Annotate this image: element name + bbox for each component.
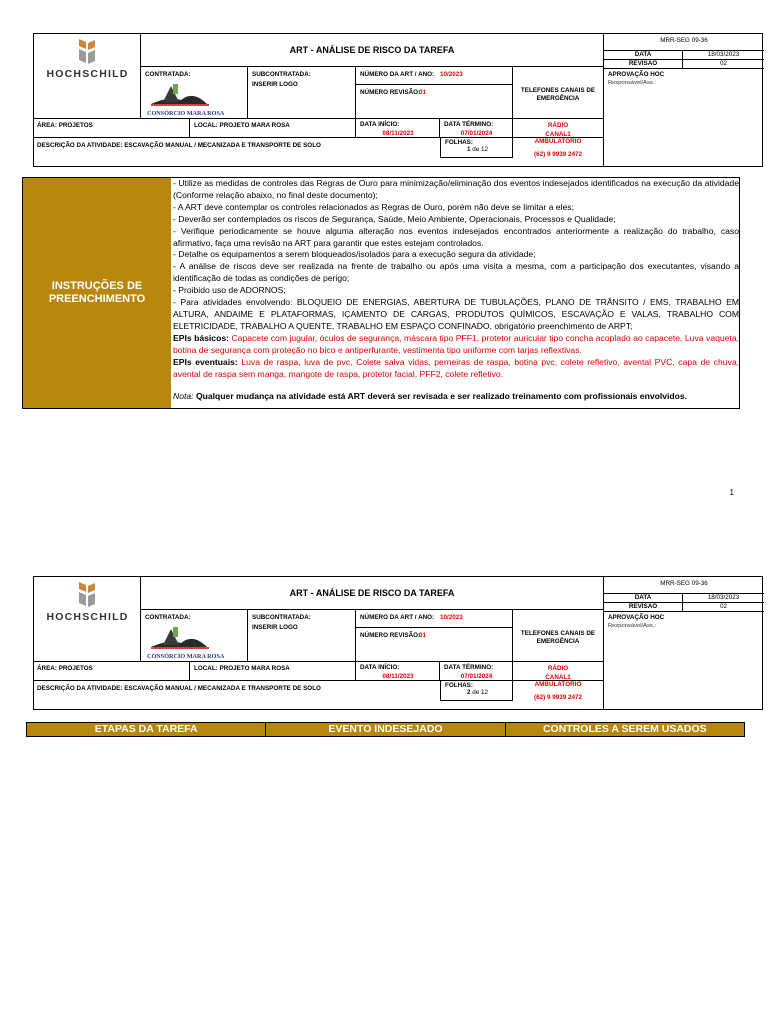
data-inicio-cell (356, 661, 440, 681)
data-label: DATA (604, 594, 683, 603)
data-inicio-value: 08/11/2023 (382, 673, 414, 680)
folhas-cell (440, 138, 513, 158)
instruction-line: - Detalhe os equipamentos a serem bloqueados/isolados para a execução segura da atividade; (173, 249, 536, 260)
header-page-1 (33, 33, 763, 167)
data-value: 18/03/2023 (683, 594, 764, 603)
telefones-label: TELEFONES CANAIS DE EMERGÊNCIA (520, 87, 596, 102)
area-label: ÁREA: PROJETOS (37, 122, 93, 129)
nota-text: Qualquer mudança na atividade está ART deverá ser revisada e ser realizado treinamento com profissionais envolvidos. (195, 391, 688, 402)
data-label: DATA (604, 51, 683, 60)
brand-name: HOCHSCHILD (46, 68, 129, 80)
instruction-line: - Para atividades envolvendo: BLOQUEIO DE ENERGIAS, ABERTURA DE TUBULAÇÕES, PLANO DE TRÂNSITO / EMS, TRABALHO EM ALTURA, ANDAIME E PLATAFORMAS, IÇAMENTO DE CARGAS, PRODUTOS QUÍMICOS, ESCAVAÇÃO E VALAS, TRABALHO COM ELETRICIDADE, TRABALHO A QUENTE, TRABALHO EM ESPAÇO CONFINADO, obrigatório preenchimento de ARPT; (173, 297, 739, 331)
local-label: LOCAL: PROJETO MARA ROSA (194, 665, 290, 672)
numero-art-label: NÚMERO DA ART / ANO: (360, 614, 435, 621)
ambulatorio-label: AMBULATÓRIO (534, 138, 582, 145)
numero-revisao-cell (356, 85, 513, 119)
responsavel-label: Responsável/Ass.: (608, 80, 657, 86)
numero-art-value: 10/2023 (440, 71, 463, 78)
aprovacao-label: APROVAÇÃO HOC (608, 614, 665, 621)
contratada-cell (141, 610, 248, 662)
instruction-line: - Deverão ser contemplados os riscos de Segurança, Saúde, Meio Ambiente, Operacionais, Processos e Qualidade; (173, 213, 616, 224)
data-value: 18/03/2023 (683, 51, 764, 60)
subcontratada-label: SUBCONTRATADA: (252, 71, 311, 78)
telefones-cell (513, 610, 603, 662)
revisao-label: REVISÃO (604, 603, 683, 612)
document-code-box (603, 34, 764, 68)
aprovacao-cell (603, 68, 764, 167)
ambulatorio-label: AMBULATÓRIO (534, 681, 582, 688)
folha-number: 1 (466, 146, 471, 153)
numero-art-label: NÚMERO DA ART / ANO: (360, 71, 435, 78)
descricao-label: DESCRIÇÃO DA ATIVIDADE: ESCAVAÇÃO MANUAL / MECANIZADA E TRANSPORTE DE SOLO (37, 685, 321, 692)
numero-revisao-value: 01 (419, 89, 427, 96)
area-label: ÁREA: PROJETOS (37, 665, 93, 672)
instruction-line: - Utilize as medidas de controles das Regras de Ouro para minimização/eliminação dos eventos indesejados identificados na execução da atividade (Conforme relação abaixo, no final deste documento); (173, 178, 739, 200)
numero-revisao-label: NÚMERO REVISÃO: (360, 632, 421, 639)
task-table-header (26, 722, 745, 737)
folhas-de: de 12 (472, 689, 489, 696)
data-termino-value: 07/01/2024 (460, 673, 493, 680)
folha-number: 2 (466, 689, 471, 696)
epis-basicos-label: EPIs básicos: (173, 332, 229, 343)
area-cell (34, 118, 190, 138)
aprovacao-label: APROVAÇÃO HOC (608, 71, 665, 78)
instruction-line: - A análise de riscos deve ser realizada na frente de trabalho ou após uma visita a mesma, com a participação dos executantes, visando a identificação de todas as condições de perigo; (173, 261, 739, 284)
instructions-text (173, 178, 739, 403)
area-cell (34, 661, 190, 681)
descricao-cell (34, 681, 440, 710)
data-termino-label: DATA TÉRMINO: (444, 121, 494, 128)
ambulatorio-value: (62) 9 9939 2472 (534, 151, 582, 158)
data-inicio-label: DATA INÍCIO: (360, 121, 400, 128)
contratada-cell (141, 67, 248, 119)
logo-area (34, 34, 141, 118)
logo-area (34, 577, 141, 661)
subcontratada-label: SUBCONTRATADA: (252, 614, 311, 621)
brand-name: HOCHSCHILD (46, 611, 129, 623)
folhas-label: FOLHAS: (445, 139, 473, 146)
numero-revisao-cell (356, 628, 513, 662)
consorcio-logo-icon (149, 80, 211, 108)
nota (173, 391, 739, 403)
numero-art-cell (356, 67, 513, 85)
data-inicio-label: DATA INÍCIO: (360, 664, 400, 671)
subcontratada-value: INSERIR LOGO (252, 81, 298, 88)
responsavel-label: Responsável/Ass.: (608, 623, 657, 629)
radio-value: CANAL1 (545, 131, 571, 138)
epis-basicos-text: Capacete com jugular, óculos de segurança, máscara tipo PFF1, protetor auricular tipo concha acoplado ao capacete, Luva vaqueta, botina de segurança com proteção no bico e antiperfurante, vestimenta tipo uniforme com tarjas reflextivas. (173, 332, 739, 355)
radio-cell (513, 118, 603, 138)
numero-art-value: 10/2023 (440, 614, 463, 621)
local-cell (190, 661, 356, 681)
document-title: ART - ANÁLISE DE RISCO DA TAREFA (141, 577, 603, 610)
descricao-label: DESCRIÇÃO DA ATIVIDADE: ESCAVAÇÃO MANUAL / MECANIZADA E TRANSPORTE DE SOLO (37, 142, 321, 149)
revisao-value: 02 (683, 60, 764, 69)
radio-label: RÁDIO (547, 122, 569, 129)
data-inicio-cell (356, 118, 440, 138)
radio-value: CANAL1 (545, 674, 571, 681)
data-termino-cell (440, 661, 513, 681)
folhas-label: FOLHAS: (445, 682, 473, 689)
epis-eventuais-text: Luva de raspa, luva de pvc, Colete salva vidas, perneiras de raspa, botina pvc, colete refletivo, avental PVC, capa de chuva, avental de raspa sem manga, mangote de raspa, protetor facial, PFF2, colete refletivo. (173, 356, 739, 379)
ambulatorio-value: (62) 9 9939 2472 (534, 694, 582, 701)
contratada-label: CONTRATADA: (145, 614, 191, 621)
hochschild-logo-icon (77, 580, 99, 608)
data-inicio-value: 08/11/2023 (382, 130, 414, 137)
document-title: ART - ANÁLISE DE RISCO DA TAREFA (141, 34, 603, 67)
folhas-cell (440, 681, 513, 701)
instruction-line: - Verifique periodicamente se houve alguma alteração nos eventos indesejados encontrados anteriormente a realização do trabalho, caso afirmativo, faça uma revisão na ART para garantir que estes estejam controlados. (173, 225, 739, 248)
numero-revisao-label: NÚMERO REVISÃO: (360, 89, 421, 96)
subcontratada-cell (248, 610, 356, 662)
table-column-header: ETAPAS DA TAREFA (94, 723, 198, 735)
local-label: LOCAL: PROJETO MARA ROSA (194, 122, 290, 129)
aprovacao-cell (603, 611, 764, 710)
consorcio-logo-text: CONSÓRCIO MARA ROSA (147, 110, 225, 117)
epis-eventuais (173, 357, 739, 381)
document-code: MRR-SEG 09-36 (660, 37, 708, 44)
folhas-de: de 12 (472, 146, 489, 153)
revisao-label: REVISÃO (604, 60, 683, 69)
instructions-lines (173, 178, 739, 333)
instruction-line: - A ART deve contemplar os controles relacionados as Regras de Ouro, porém não deve se limitar a eles; (173, 201, 574, 212)
instructions-section (22, 177, 740, 409)
consorcio-logo-icon (149, 623, 211, 651)
page-number: 1 (729, 488, 734, 497)
nota-label: Nota: (173, 391, 194, 402)
data-termino-cell (440, 118, 513, 138)
revisao-value: 02 (683, 603, 764, 612)
consorcio-logo-text: CONSÓRCIO MARA ROSA (147, 653, 225, 660)
instruction-line: - Proibido uso de ADORNOS; (173, 285, 286, 296)
table-column-header: CONTROLES A SEREM USADOS (505, 723, 744, 736)
local-cell (190, 118, 356, 138)
table-column-header: EVENTO INDESEJADO (265, 723, 504, 736)
instructions-label: INSTRUÇÕES DE PREENCHIMENTO (23, 178, 171, 408)
document-code-box (603, 577, 764, 611)
subcontratada-value: INSERIR LOGO (252, 624, 298, 631)
numero-art-cell (356, 610, 513, 628)
header-page-2 (33, 576, 763, 710)
data-termino-value: 07/01/2024 (460, 130, 493, 137)
data-termino-label: DATA TÉRMINO: (444, 664, 494, 671)
ambulatorio-cell (513, 681, 603, 710)
epis-basicos (173, 333, 739, 357)
epis-eventuais-label: EPIs eventuais: (173, 356, 238, 367)
document-code: MRR-SEG 09-36 (660, 580, 708, 587)
telefones-cell (513, 67, 603, 119)
ambulatorio-cell (513, 138, 603, 167)
numero-revisao-value: 01 (419, 632, 427, 639)
descricao-cell (34, 138, 440, 167)
radio-label: RÁDIO (547, 665, 569, 672)
contratada-label: CONTRATADA: (145, 71, 191, 78)
hochschild-logo-icon (77, 37, 99, 65)
subcontratada-cell (248, 67, 356, 119)
telefones-label: TELEFONES CANAIS DE EMERGÊNCIA (520, 630, 596, 645)
radio-cell (513, 661, 603, 681)
